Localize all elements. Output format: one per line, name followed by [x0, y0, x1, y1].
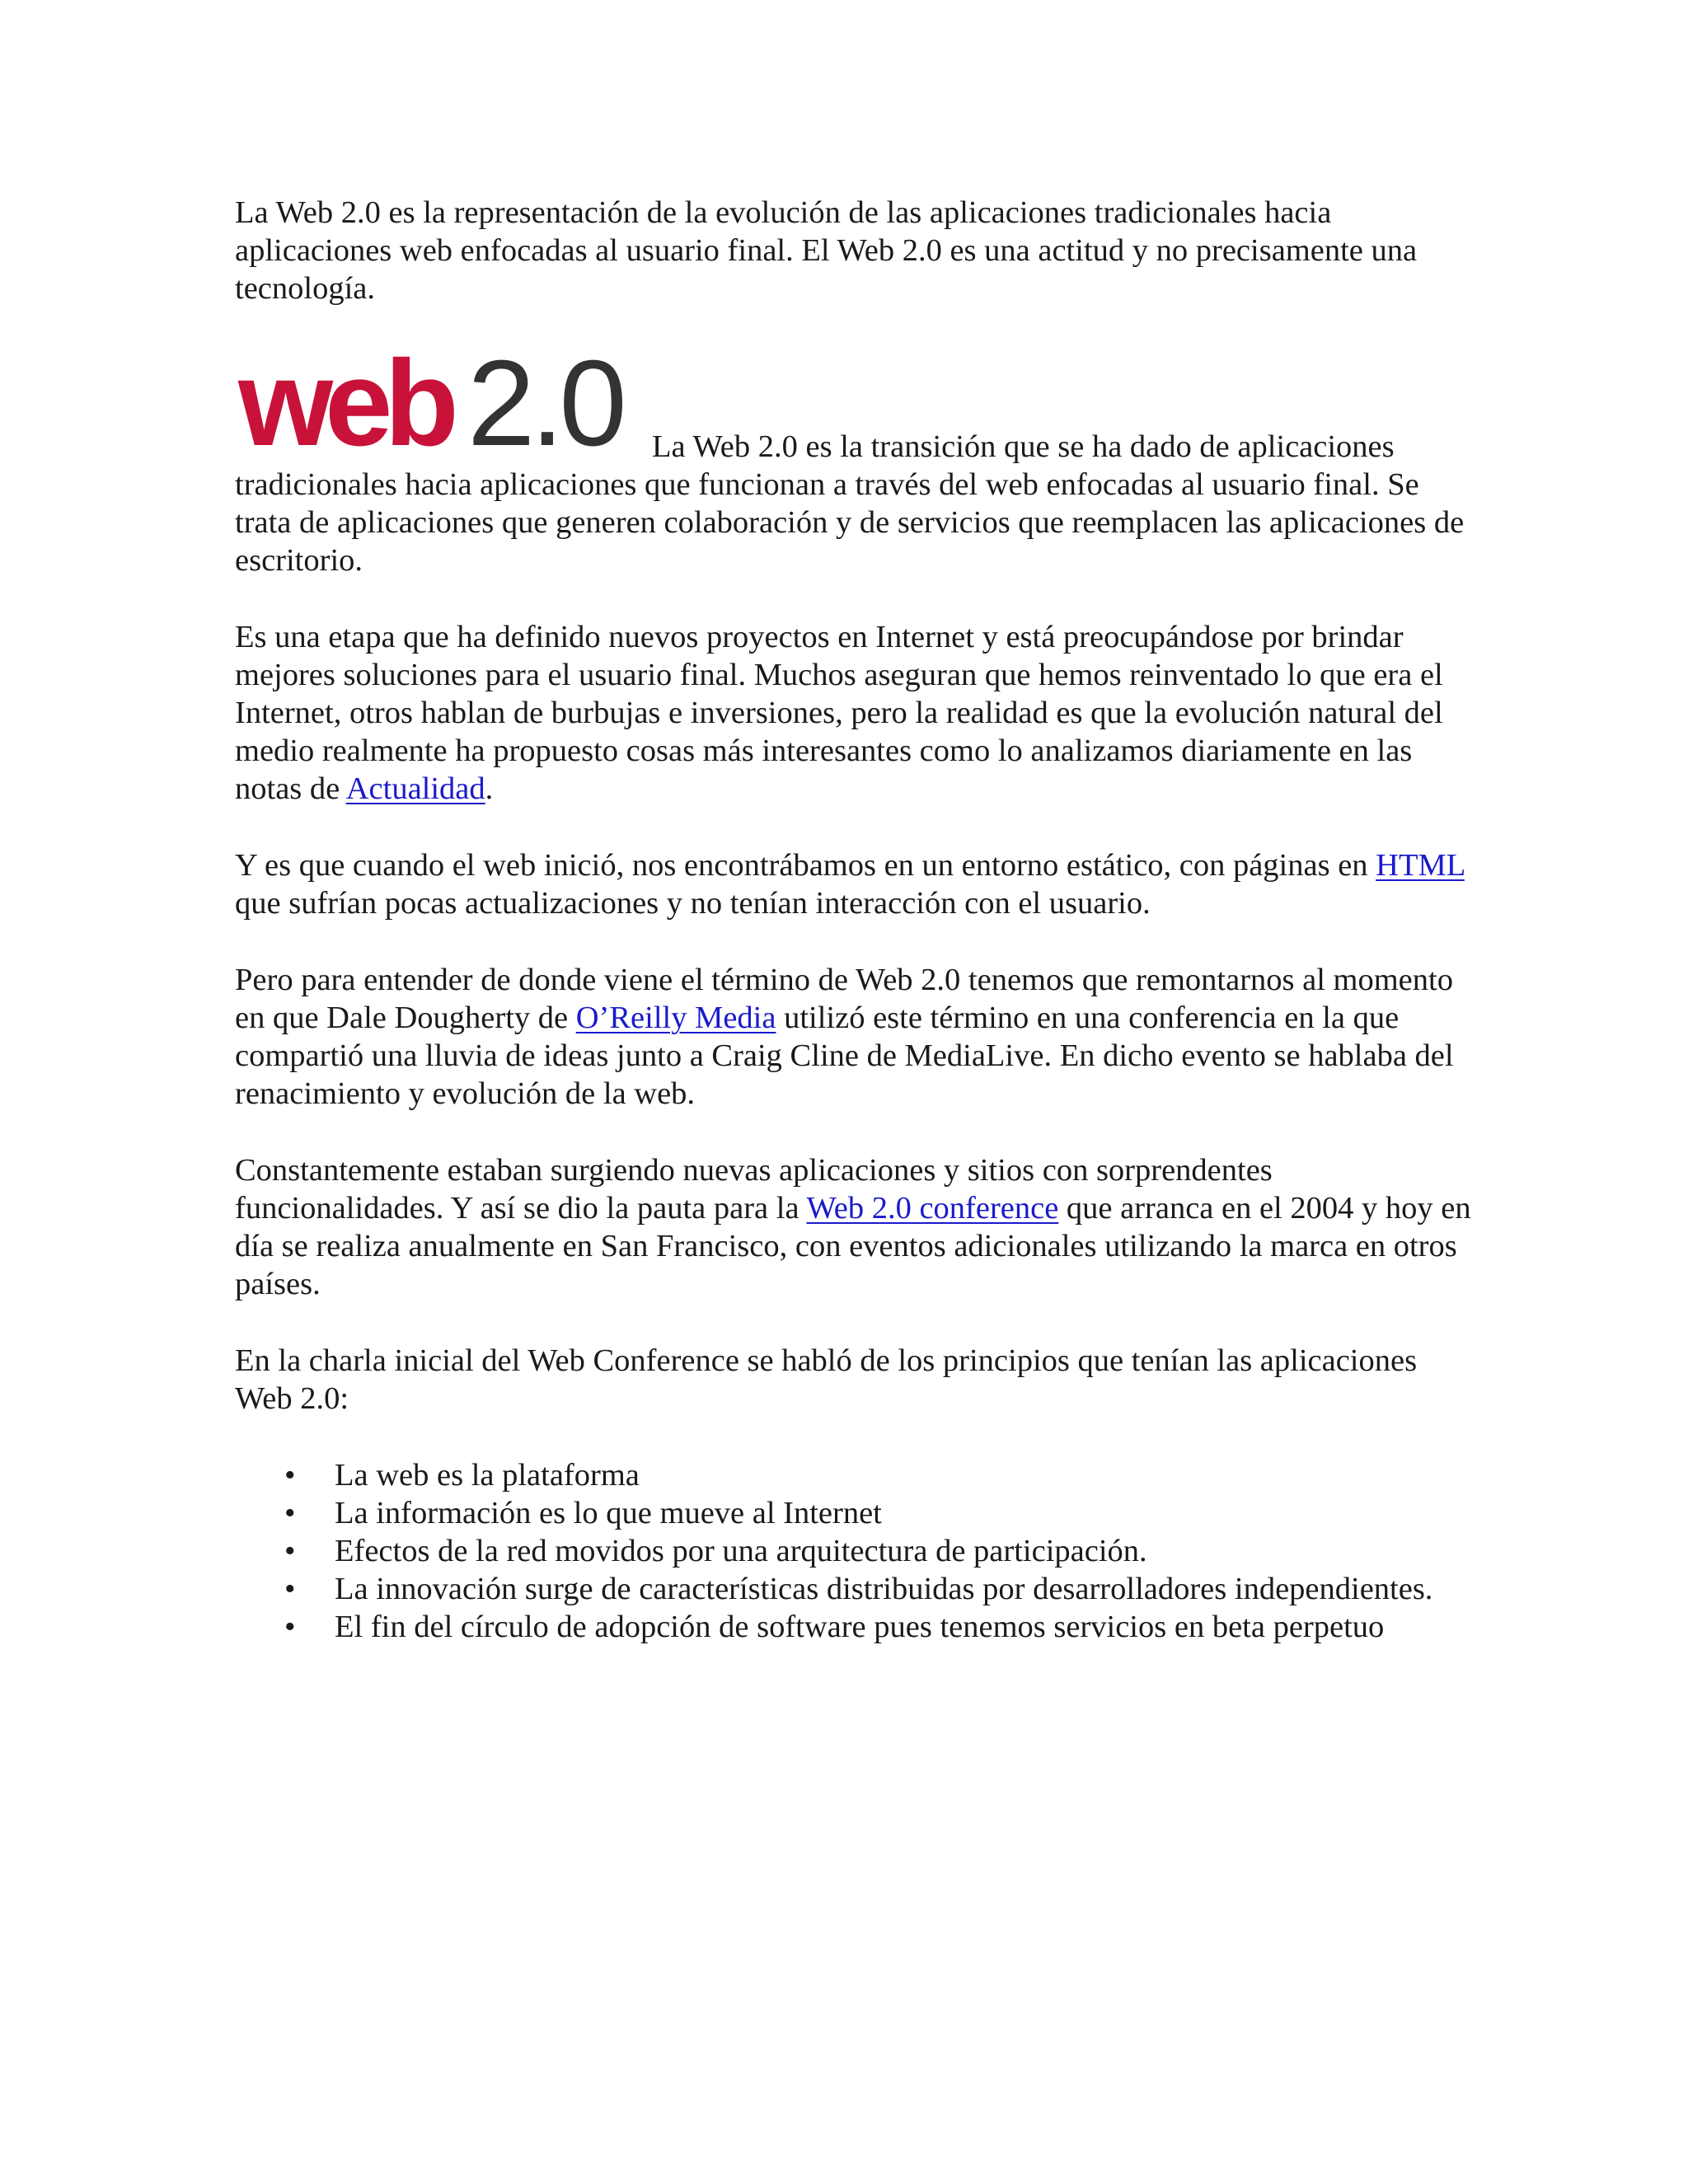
conference-before: Constantemente estaban surgiendo nuevas aplicaciones y sitios con sorprendentes funcionalidades. Y así se dio la pauta para la [235, 1153, 1273, 1226]
list-item-text: La información es lo que mueve al Internet [335, 1496, 882, 1530]
document-page [235, 194, 1471, 1646]
list-item-text: La web es la plataforma [335, 1458, 640, 1493]
logo-paragraph [235, 346, 1471, 579]
oreilly-after: utilizó este término en una conferencia en la que compartió una lluvia de ideas junto a Craig Cline de MediaLive. En dicho evento se hablaba del renacimiento y evolución de la web. [235, 1001, 1454, 1111]
list-item [235, 1570, 1471, 1608]
paragraph-gap [235, 808, 1471, 846]
intro-paragraph: La Web 2.0 es la representación de la evolución de las aplicaciones tradicionales hacia aplicaciones web enfocadas al usuario final. El Web 2.0 es una actitud y no precisamente una tecnología. [235, 195, 1418, 306]
bullet-icon: • [284, 1572, 296, 1606]
logo-web-text: web [238, 346, 451, 457]
html-paragraph [235, 846, 1471, 922]
web20-logo [235, 346, 644, 457]
list-item [235, 1608, 1471, 1646]
web20-conference-link[interactable]: Web 2.0 conference [806, 1191, 1059, 1226]
paragraph-gap [235, 1113, 1471, 1151]
list-item-text: La innovación surge de características distribuidas por desarrolladores independientes. [335, 1572, 1433, 1606]
etapa-paragraph [235, 618, 1471, 808]
html-link[interactable]: HTML [1376, 848, 1465, 883]
list-item-text: Efectos de la red movidos por una arquitectura de participación. [335, 1534, 1147, 1568]
principles-list [235, 1456, 1471, 1646]
charla-paragraph: En la charla inicial del Web Conference se habló de los principios que tenían las aplicaciones Web 2.0: [235, 1343, 1418, 1416]
etapa-after: . [485, 771, 494, 806]
bullet-icon: • [284, 1610, 296, 1644]
oreilly-media-link[interactable]: O’Reilly Media [575, 1001, 776, 1035]
logo-paragraph-text: La Web 2.0 es la transición que se ha dado de aplicaciones tradicionales hacia aplicaciones que funcionan a través del web enfocadas al usuario final. Se trata de aplicaciones que generen colaboración y de servicios que reemplacen las aplicaciones de escritorio. [235, 429, 1465, 578]
paragraph-gap [235, 579, 1471, 618]
actualidad-link[interactable]: Actualidad [345, 771, 485, 806]
etapa-text: Es una etapa que ha definido nuevos proyectos en Internet y está preocupándose por brindar mejores soluciones para el usuario final. Muchos aseguran que hemos reinventado lo que era el Internet, otros hablan de burbujas e inversiones, pero la realidad es que la evolución natural del medio realmente ha propuesto cosas más interesantes como lo analizamos diariamente en las notas de [235, 620, 1443, 806]
list-item [235, 1494, 1471, 1532]
paragraph-gap [235, 307, 1471, 346]
list-item [235, 1456, 1471, 1494]
bullet-icon: • [284, 1534, 296, 1568]
bullet-icon: • [284, 1496, 296, 1530]
bullet-icon: • [284, 1458, 296, 1493]
paragraph-gap [235, 1303, 1471, 1342]
html-after: que sufrían pocas actualizaciones y no tenían interacción con el usuario. [235, 886, 1151, 921]
conference-paragraph [235, 1151, 1471, 1303]
logo-version-text: 2.0 [467, 346, 622, 457]
oreilly-before: Pero para entender de donde viene el término de Web 2.0 tenemos que remontarnos al momento en que Dale Dougherty de [235, 963, 1453, 1035]
list-item-text: El fin del círculo de adopción de software pues tenemos servicios en beta perpetuo [335, 1610, 1385, 1644]
paragraph-gap [235, 1418, 1471, 1456]
oreilly-paragraph [235, 961, 1471, 1113]
paragraph-gap [235, 922, 1471, 961]
list-item [235, 1532, 1471, 1570]
html-before: Y es que cuando el web inició, nos encontrábamos en un entorno estático, con páginas en [235, 848, 1376, 883]
conference-after: que arranca en el 2004 y hoy en día se realiza anualmente en San Francisco, con eventos adicionales utilizando la marca en otros países. [235, 1191, 1471, 1301]
